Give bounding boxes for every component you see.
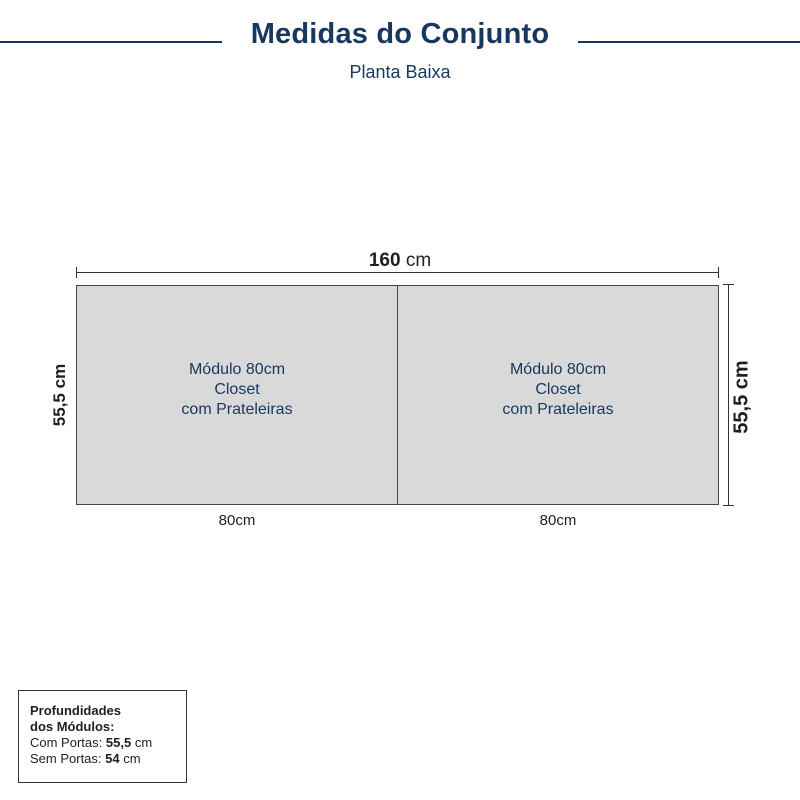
depth-info-box: [18, 690, 187, 783]
module-right-width-label: 80cm: [539, 512, 577, 529]
depth-with-doors-label: Com Portas:: [30, 735, 103, 750]
module-right-feature: com Prateleiras: [502, 401, 614, 418]
total-width-dimension-line: [76, 272, 719, 273]
depth-info-heading-2: dos Módulos:: [30, 719, 115, 734]
module-right: [397, 285, 719, 505]
module-right-size: Módulo 80cm: [509, 361, 607, 378]
depth-tick-top: [723, 284, 734, 285]
depth-with-doors: [30, 735, 186, 751]
depth-info-heading-1: Profundidades: [30, 703, 122, 718]
module-left: [76, 285, 398, 505]
dimension-tick-left: [76, 267, 77, 278]
depth-dimension-line: [728, 284, 729, 506]
depth-without-doors-value: 54: [105, 751, 120, 766]
module-left-size: Módulo 80cm: [188, 361, 286, 378]
depth-with-doors-unit: cm: [134, 735, 153, 750]
module-right-label: [398, 360, 718, 420]
depth-without-doors: [30, 751, 186, 767]
depth-without-doors-unit: cm: [123, 751, 141, 766]
page-title: Medidas do Conjunto: [250, 18, 550, 50]
page-subtitle: Planta Baixa: [349, 62, 451, 82]
depth-tick-bottom: [723, 505, 734, 506]
depth-with-doors-value: 55,5: [105, 735, 132, 750]
module-right-type: Closet: [535, 381, 581, 398]
depth-label-right: 55,5 cm: [730, 360, 753, 434]
module-left-type: Closet: [214, 381, 260, 398]
total-width-dimension-label: [0, 250, 800, 272]
dimension-tick-right: [718, 267, 719, 278]
total-width-unit: cm: [405, 250, 432, 271]
total-width-value: 160: [368, 250, 401, 271]
depth-label-left: 55,5 cm: [50, 363, 69, 427]
module-left-width-label: 80cm: [218, 512, 256, 529]
module-left-feature: com Prateleiras: [181, 401, 293, 418]
depth-without-doors-label: Sem Portas:: [30, 751, 102, 766]
module-left-label: [77, 360, 397, 420]
